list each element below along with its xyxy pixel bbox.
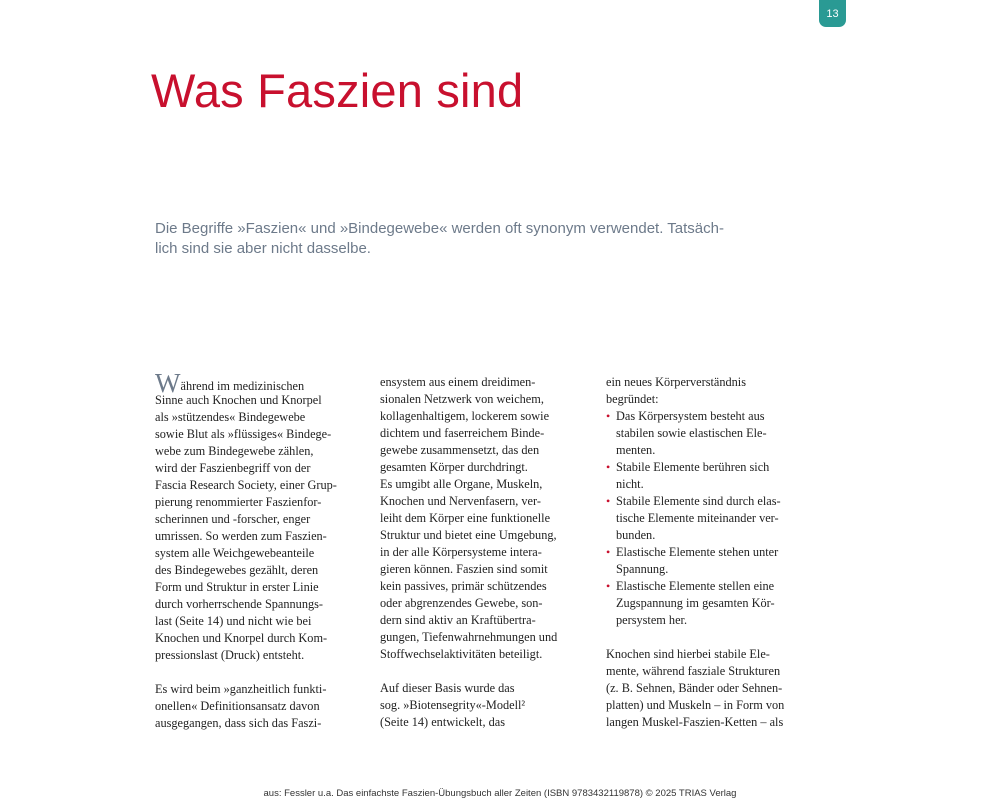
- text-line: Form und Struktur in erster Linie: [155, 580, 319, 594]
- bullet-item: [606, 408, 784, 459]
- text-line: gewebe zusammensetzt, das den: [380, 443, 540, 457]
- text-line: leiht dem Körper eine funktionelle: [380, 511, 551, 525]
- text-line: pressionslast (Druck) entsteht.: [155, 648, 305, 662]
- col2-paragraph-1: [380, 374, 557, 663]
- text-line: oder abgrenzendes Gewebe, son-: [380, 596, 543, 610]
- text-line: umrissen. So werden zum Faszien-: [155, 529, 327, 543]
- first-line: [155, 368, 337, 398]
- text-line: Es wird beim »ganzheitlich funkti-: [155, 682, 327, 696]
- text-line: system alle Weichgewebeanteile: [155, 546, 315, 560]
- text-line: (Seite 14) entwickelt, das: [380, 715, 505, 729]
- bullet-line: menten.: [616, 443, 656, 457]
- col3-paragraph-2: [606, 646, 784, 731]
- bullet-dot-icon: •: [606, 409, 611, 423]
- text-line: als »stützendes« Bindegewebe: [155, 410, 306, 424]
- text-column-2: [380, 374, 557, 731]
- drop-cap: W: [155, 368, 181, 398]
- col1-paragraph-1: [155, 392, 337, 664]
- text-column-3: [606, 374, 784, 731]
- bullet-dot-icon: •: [606, 545, 611, 559]
- bullet-item: [606, 493, 784, 544]
- col2-paragraph-2: [380, 680, 557, 731]
- bullet-list: [606, 408, 784, 629]
- bullet-dot-icon: •: [606, 494, 611, 508]
- text-line: scherinnen und -forscher, enger: [155, 512, 311, 526]
- text-line: Auf dieser Basis wurde das: [380, 681, 515, 695]
- text-line: mente, während fasziale Strukturen: [606, 664, 781, 678]
- bullet-line: Zugspannung im gesamten Kör-: [616, 596, 775, 610]
- text-line: gieren können. Faszien sind somit: [380, 562, 548, 576]
- text-line: pierung renommierter Faszienfor-: [155, 495, 322, 509]
- text-line: in der alle Körpersysteme intera-: [380, 545, 542, 559]
- first-line-text: ährend im medizinischen: [180, 379, 305, 393]
- intro-line: lich sind sie aber nicht dasselbe.: [155, 240, 371, 257]
- bullet-item: [606, 578, 784, 629]
- text-line: kollagenhaltigem, lockerem sowie: [380, 409, 550, 423]
- page-number-badge: 13: [819, 0, 846, 27]
- bullet-dot-icon: •: [606, 579, 611, 593]
- bullet-item: [606, 544, 784, 578]
- text-line: wird der Faszienbegriff von der: [155, 461, 311, 475]
- bullet-line: persystem her.: [616, 613, 688, 627]
- text-line: ausgegangen, dass sich das Faszi-: [155, 716, 322, 730]
- text-line: Knochen sind hierbei stabile Ele-: [606, 647, 770, 661]
- text-line: begründet:: [606, 392, 659, 406]
- bullet-line: nicht.: [616, 477, 644, 491]
- source-footer: aus: Fessler u.a. Das einfachste Faszien-Übungsbuch aller Zeiten (ISBN 9783432119878) © 2025 TRIAS Verlag: [263, 788, 737, 799]
- text-line: Fascia Research Society, einer Grup-: [155, 478, 337, 492]
- text-line: ensystem aus einem dreidimen-: [380, 375, 536, 389]
- bullet-line: Elastische Elemente stehen unter: [616, 545, 779, 559]
- text-line: dichtem und faserreichem Binde-: [380, 426, 545, 440]
- bullet-line: Stabile Elemente berühren sich: [616, 460, 770, 474]
- text-column-1: [155, 368, 337, 732]
- text-line: gungen, Tiefenwahrnehmungen und: [380, 630, 558, 644]
- text-line: langen Muskel-Faszien-Ketten – als: [606, 715, 784, 729]
- col3-paragraph-1: [606, 374, 784, 408]
- bullet-line: Elastische Elemente stellen eine: [616, 579, 775, 593]
- text-line: gesamten Körper durchdringt.: [380, 460, 528, 474]
- bullet-line: Stabile Elemente sind durch elas-: [616, 494, 781, 508]
- bullet-line: bunden.: [616, 528, 656, 542]
- intro-line: Die Begriffe »Faszien« und »Bindegewebe« werden oft synonym verwendet. Tatsäch-: [155, 220, 724, 237]
- text-line: (z. B. Sehnen, Bänder oder Sehnen-: [606, 681, 783, 695]
- text-line: sowie Blut als »flüssiges« Bindege-: [155, 427, 332, 441]
- text-line: webe zum Bindegewebe zählen,: [155, 444, 314, 458]
- bullet-dot-icon: •: [606, 460, 611, 474]
- bullet-line: tische Elemente miteinander ver-: [616, 511, 779, 525]
- col1-paragraph-2: [155, 681, 337, 732]
- text-line: durch vorherrschende Spannungs-: [155, 597, 324, 611]
- text-line: Es umgibt alle Organe, Muskeln,: [380, 477, 543, 491]
- bullet-line: Spannung.: [616, 562, 669, 576]
- text-line: sog. »Biotensegrity«-Modell²: [380, 698, 526, 712]
- text-line: des Bindegewebes gezählt, deren: [155, 563, 319, 577]
- text-line: Stoffwechselaktivitäten beteiligt.: [380, 647, 543, 661]
- text-line: kein passives, primär schützendes: [380, 579, 547, 593]
- text-line: ein neues Körperverständnis: [606, 375, 747, 389]
- text-line: last (Seite 14) und nicht wie bei: [155, 614, 312, 628]
- bullet-item: [606, 459, 784, 493]
- intro-paragraph: [155, 219, 724, 259]
- text-line: sionalen Netzwerk von weichem,: [380, 392, 544, 406]
- page-title: Was Faszien sind: [151, 64, 524, 117]
- bullet-line: Das Körpersystem besteht aus: [616, 409, 765, 423]
- text-line: Knochen und Knorpel durch Kom-: [155, 631, 328, 645]
- text-line: Sinne auch Knochen und Knorpel: [155, 393, 322, 407]
- text-line: dern sind aktiv an Kraftübertra-: [380, 613, 536, 627]
- text-line: Knochen und Nervenfasern, ver-: [380, 494, 541, 508]
- text-line: platten) und Muskeln – in Form von: [606, 698, 785, 712]
- bullet-line: stabilen sowie elastischen Ele-: [616, 426, 767, 440]
- text-line: Struktur und bietet eine Umgebung,: [380, 528, 557, 542]
- text-line: onellen« Definitionsansatz davon: [155, 699, 320, 713]
